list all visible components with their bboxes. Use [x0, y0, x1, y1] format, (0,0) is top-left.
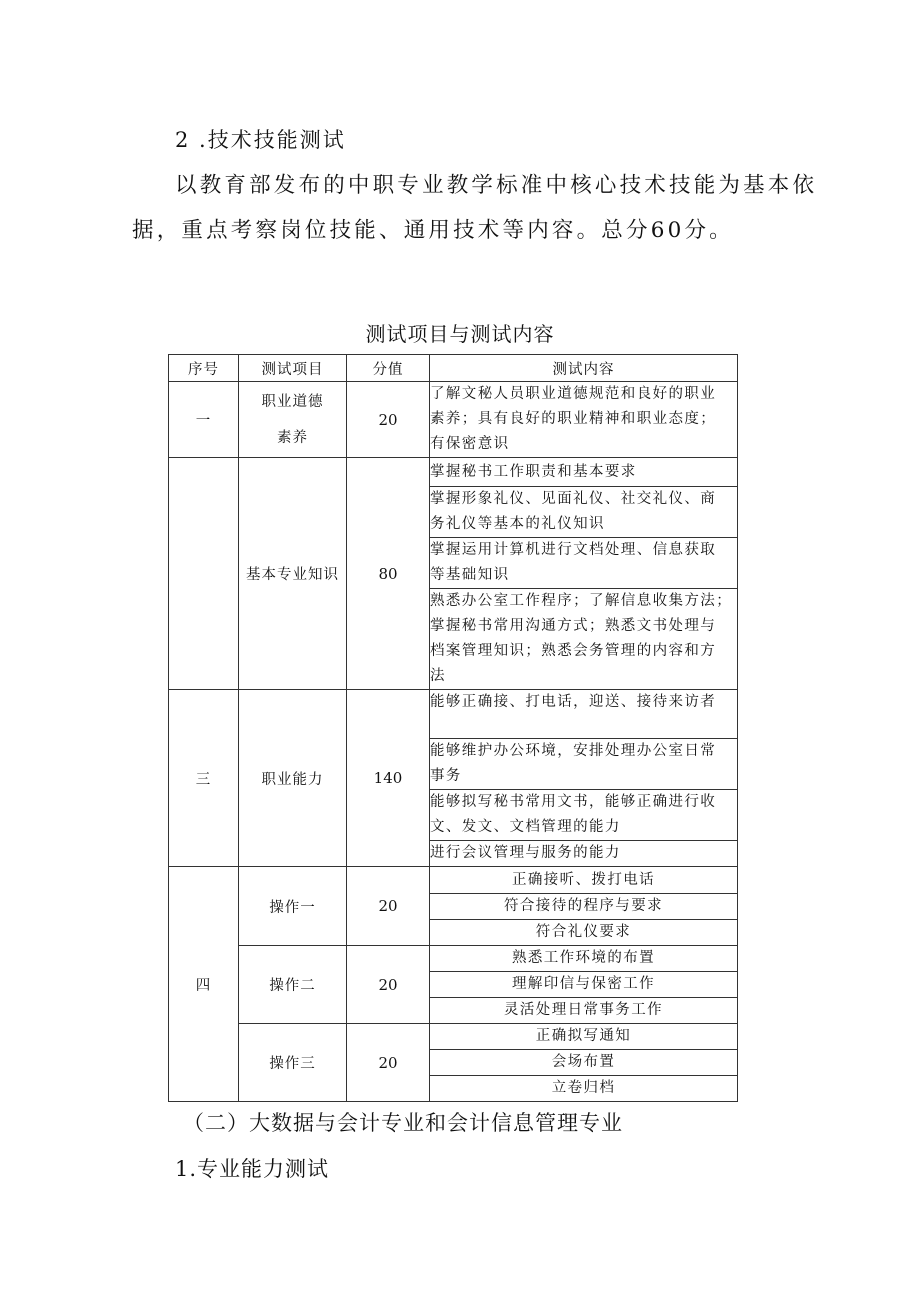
content-cell	[430, 487, 738, 538]
content-cell	[430, 382, 738, 458]
content-cell: 符合接待的程序与要求	[430, 894, 738, 920]
content-cell: 会场布置	[430, 1050, 738, 1076]
seq-cell: 三	[169, 690, 239, 867]
content-cell: 正确接听、拨打电话	[430, 867, 738, 894]
score-cell: 20	[347, 1024, 430, 1102]
content-line: 能够拟写秘书常用文书，能够正确进行收	[430, 794, 717, 810]
content-line: 素养；具有良好的职业精神和职业态度；	[430, 411, 717, 427]
content-line: 进行会议管理与服务的能力	[430, 845, 621, 861]
seq-cell: 一	[169, 382, 239, 458]
score-cell: 80	[347, 458, 430, 690]
item-cell: 职业能力	[239, 690, 347, 867]
content-cell: 熟悉工作环境的布置	[430, 946, 738, 972]
content-line: 档案管理知识；熟悉会务管理的内容和方	[430, 643, 717, 659]
table-title: 测试项目与测试内容	[365, 322, 555, 346]
content-cell	[430, 458, 738, 487]
content-line: 能够正确接、打电话，迎送、接待来访者	[430, 694, 717, 710]
intro-paragraph-line2: 据，重点考察岗位技能、通用技术等内容。总分60分。	[132, 218, 734, 243]
table-header-row	[169, 355, 738, 382]
content-line: 掌握运用计算机进行文档处理、信息获取	[430, 542, 717, 558]
item-line: 素养	[277, 429, 308, 446]
score-cell: 20	[347, 867, 430, 946]
content-line: 文、发文、文档管理的能力	[430, 819, 621, 835]
content-cell	[430, 739, 738, 790]
item-cell: 基本专业知识	[239, 458, 347, 690]
table-row	[169, 867, 738, 894]
header-score: 分值	[347, 355, 430, 382]
content-line: 掌握形象礼仪、见面礼仪、社交礼仪、商	[430, 491, 717, 507]
section2-subtitle: 1.专业能力测试	[175, 1157, 330, 1181]
table-row	[169, 1024, 738, 1050]
table-row	[169, 382, 738, 458]
test-items-table	[168, 354, 738, 1102]
seq-cell	[169, 458, 239, 690]
score-cell: 140	[347, 690, 430, 867]
op-name-cell: 操作二	[239, 946, 347, 1024]
content-cell	[430, 841, 738, 867]
content-cell	[430, 538, 738, 589]
score-cell: 20	[347, 946, 430, 1024]
content-line: 能够维护办公环境，安排处理办公室日常	[430, 743, 717, 759]
section-heading: 2 .技术技能测试	[175, 128, 346, 152]
content-cell: 灵活处理日常事务工作	[430, 998, 738, 1024]
header-seq: 序号	[169, 355, 239, 382]
item-cell	[239, 382, 347, 458]
content-line: 等基础知识	[430, 567, 510, 583]
content-cell: 立卷归档	[430, 1076, 738, 1102]
op-name-cell: 操作一	[239, 867, 347, 946]
seq-cell: 四	[169, 867, 239, 1102]
item-line: 职业道德	[261, 393, 324, 410]
op-name-cell: 操作三	[239, 1024, 347, 1102]
content-cell: 理解印信与保密工作	[430, 972, 738, 998]
content-line: 有保密意识	[430, 436, 510, 452]
content-line: 熟悉办公室工作程序；了解信息收集方法；	[430, 593, 733, 609]
intro-paragraph-line1: 以教育部发布的中职专业教学标准中核心技术技能为基本依	[175, 173, 818, 198]
table-row	[169, 458, 738, 487]
table-row	[169, 690, 738, 739]
content-cell: 正确拟写通知	[430, 1024, 738, 1050]
content-line: 掌握秘书工作职责和基本要求	[430, 463, 637, 480]
table-row	[169, 946, 738, 972]
content-line: 事务	[430, 768, 462, 784]
content-line: 了解文秘人员职业道德规范和良好的职业	[430, 386, 717, 402]
header-content: 测试内容	[430, 355, 738, 382]
content-line: 法	[430, 668, 446, 684]
content-cell: 符合礼仪要求	[430, 920, 738, 946]
content-cell	[430, 589, 738, 690]
header-item: 测试项目	[239, 355, 347, 382]
content-cell	[430, 690, 738, 739]
score-cell: 20	[347, 382, 430, 458]
section2-title: （二）大数据与会计专业和会计信息管理专业	[183, 1111, 623, 1135]
content-line: 掌握秘书常用沟通方式；熟悉文书处理与	[430, 618, 717, 634]
content-line: 务礼仪等基本的礼仪知识	[430, 516, 605, 532]
content-cell	[430, 790, 738, 841]
